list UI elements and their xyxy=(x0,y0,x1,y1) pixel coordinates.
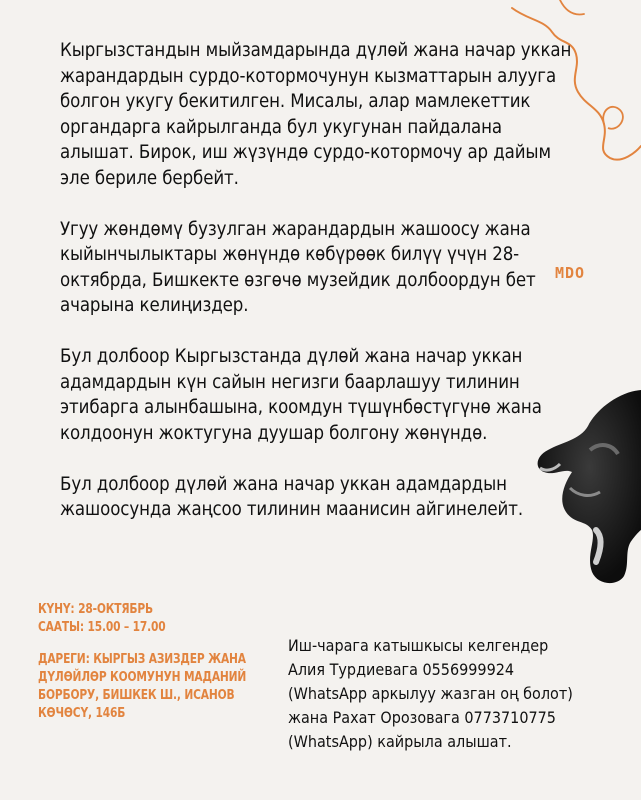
mdo-logo-icon: MDO xyxy=(555,264,586,282)
hand-photo-icon xyxy=(500,380,641,590)
event-time: СААТЫ: 15.00 – 17.00 xyxy=(38,620,166,635)
paragraph-4: Бул долбоор дүлөй жана начар уккан адамдардын жашоосунда жаңсоо тилинин маанисин айгинелейт. xyxy=(60,473,524,520)
event-details xyxy=(38,601,247,723)
paragraph-3: Бул долбоор Кыргызстанда дүлөй жана начар уккан адамдардын күн сайын негизги баарлашуу тилинин этибарга алынбашына, коомдун түшүнбөстүгүнө жана колдоонун жоктугуна дуушар болгону жөнүндө. xyxy=(60,346,542,444)
event-date: КҮНҮ: 28-ОКТЯБРЬ xyxy=(38,602,154,617)
paragraph-1: Кыргызстандын мыйзамдарында дүлөй жана начар уккан жарандардын сурдо-котормочунун кызматтарын алууга болгон укугу бекитилген. Мисалы, алар мамлекеттик органдарга кайрылганда бул укугунан пайдалана алышат. Бирок, иш жүзүндө сурдо-котормочу ар дайым эле бериле бербейт. xyxy=(60,40,572,189)
event-place: ДАРЕГИ: КЫРГЫЗ АЗИЗДЕР ЖАНА ДҮЛӨЙЛӨР КООМУНУН МАДАНИЙ БОРБОРУ, БИШКЕК Ш., ИСАНОВ КӨЧӨСҮ, 146Б xyxy=(38,652,247,721)
contact-info: Иш-чарага катышкысы келгендер Алия Турдиевага 0556999924 (WhatsApp аркылуу жазган оң болот) жана Рахат Орозовага 0773710775 (WhatsApp) кайрыла алышат. xyxy=(288,636,573,751)
paragraph-2: Угуу жөндөмү бузулган жарандардын жашоосу жана кыйынчылыктары жөнүндө көбүрөөк билүү үчүн 28-октябрда, Бишкекте өзгөчө музейдик долбоордун бет ачарына келиңиздер. xyxy=(60,218,536,316)
